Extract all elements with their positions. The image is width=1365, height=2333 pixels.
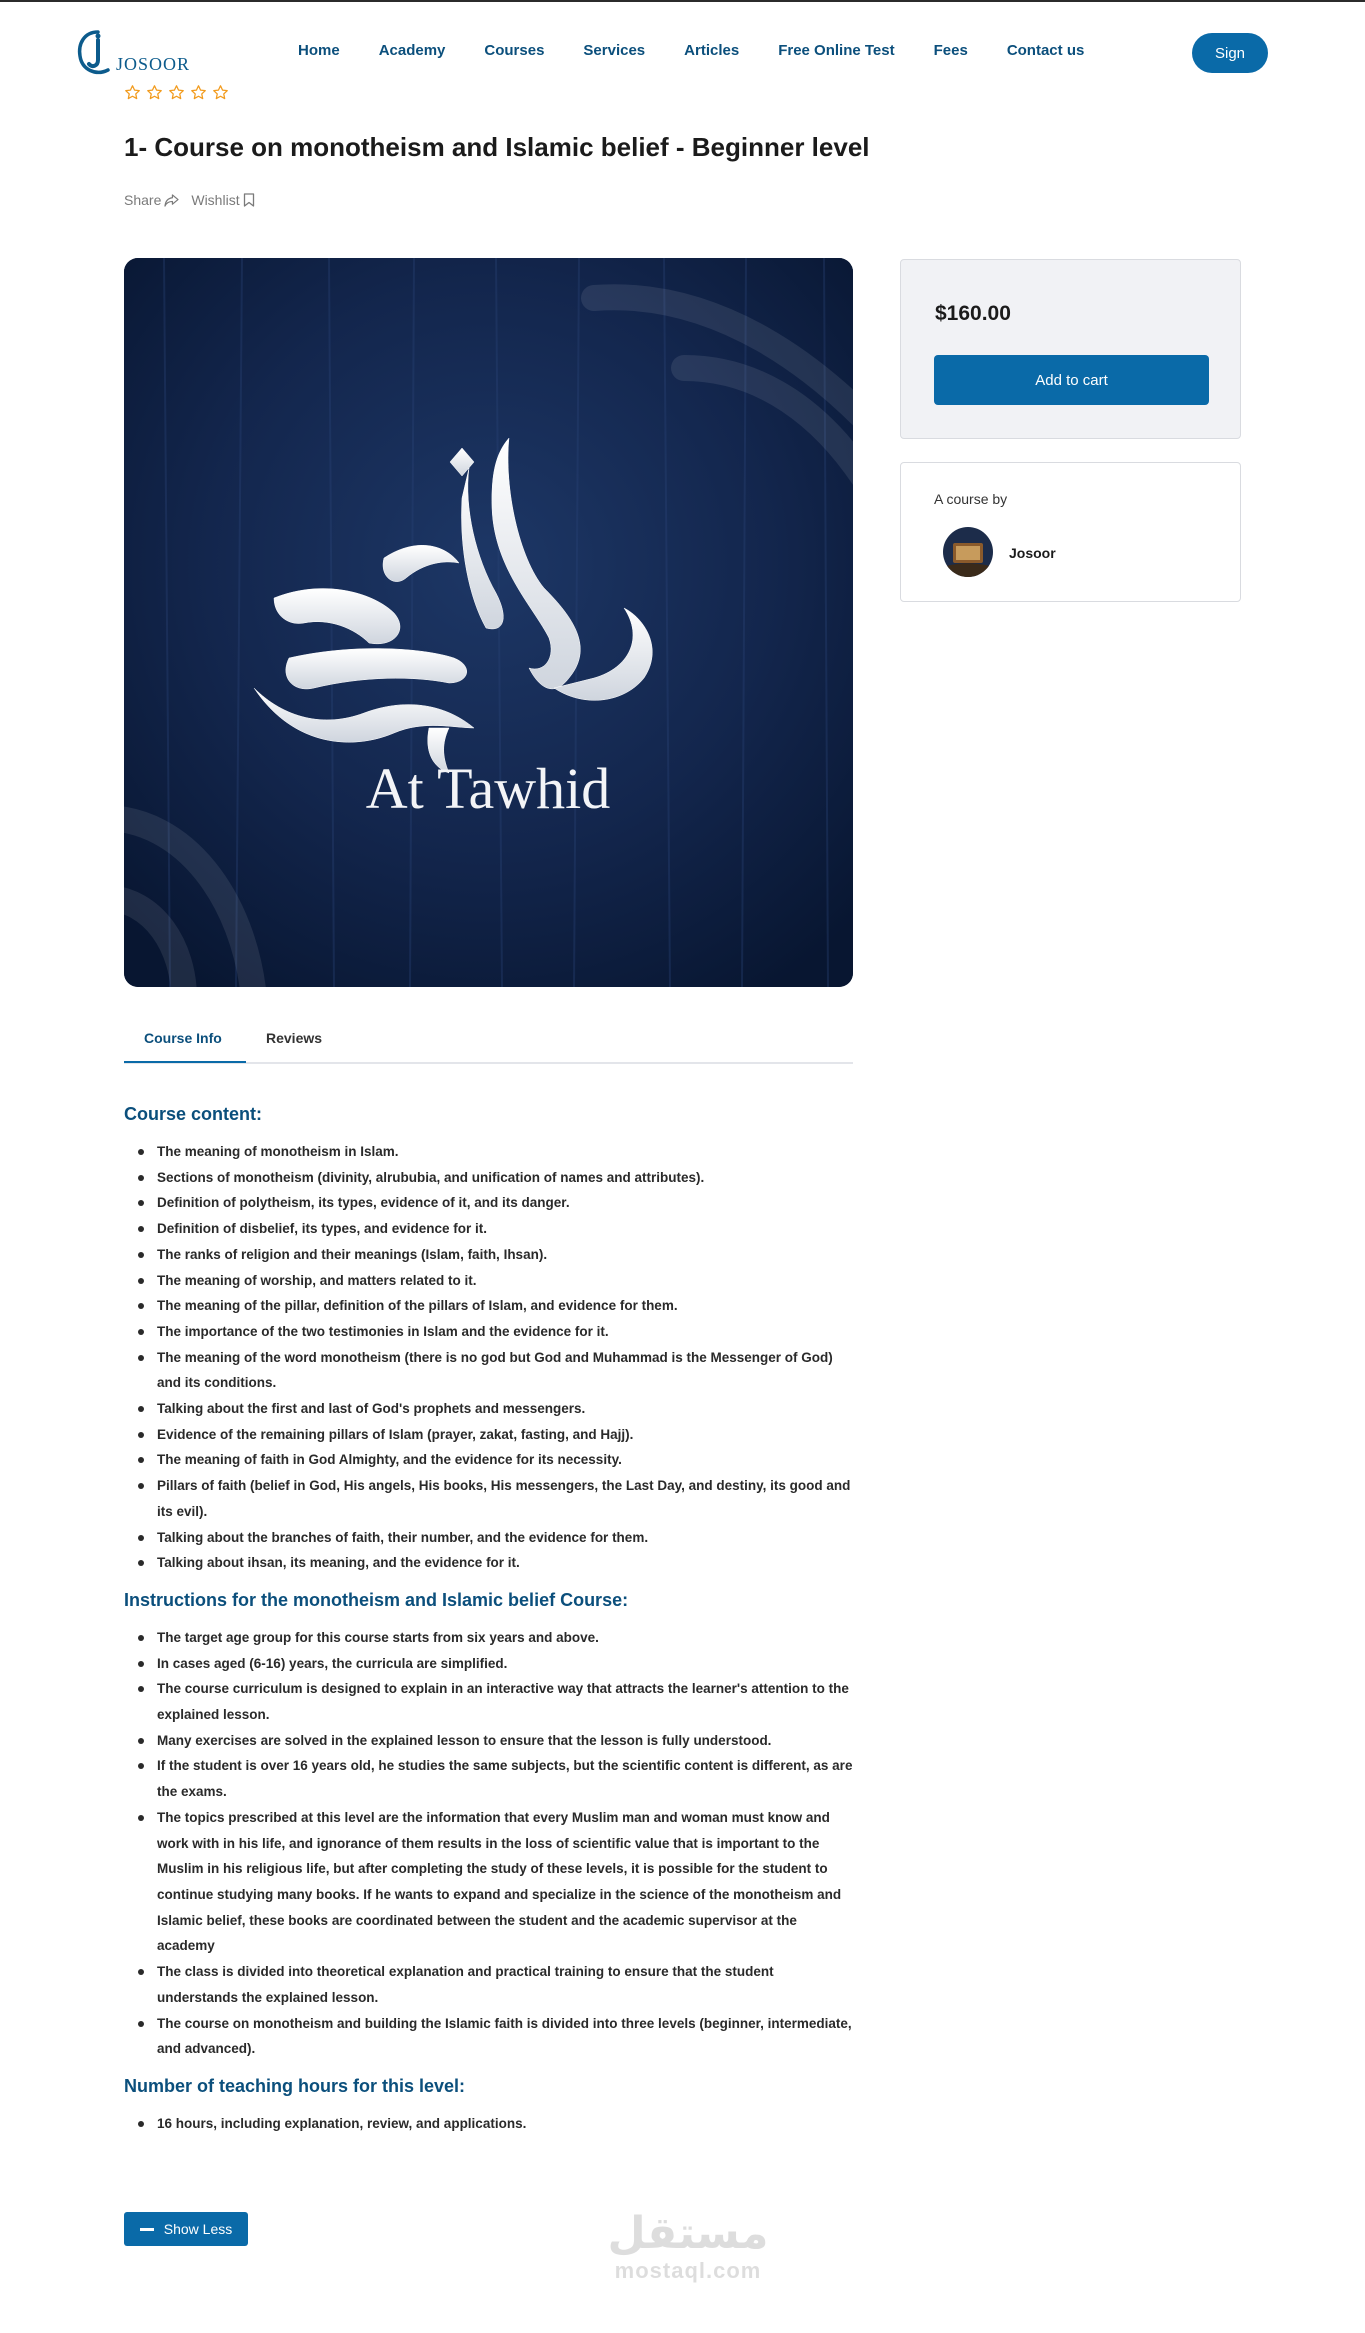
share-label: Share <box>124 192 162 208</box>
nav-fees[interactable]: Fees <box>933 42 968 59</box>
course-content-list <box>124 1139 854 1576</box>
share-button[interactable] <box>124 192 179 208</box>
list-item: The topics prescribed at this level are the information that every Muslim man and woman must know and work with in his life, and ignorance of them results in the loss of scientific value that is important to the Muslim in his religious life, but after completing the study of these levels, it is possible for the student to continue studying many books. If he wants to expand and specialize in the science of the monotheism and Islamic belief, these books are coordinated between the student and the academic supervisor at the academy <box>124 1805 854 1959</box>
nav-articles[interactable]: Articles <box>684 42 740 59</box>
list-item: The meaning of faith in God Almighty, and the evidence for its necessity. <box>124 1447 854 1473</box>
wishlist-button[interactable] <box>191 192 254 208</box>
avatar-image-icon <box>943 527 993 577</box>
list-item: In cases aged (6-16) years, the curricula are simplified. <box>124 1651 854 1677</box>
tab-course-info[interactable]: Course Info <box>144 1030 222 1046</box>
instructions-list <box>124 1625 854 2062</box>
list-item: The class is divided into theoretical explanation and practical training to ensure that the student understands the explained lesson. <box>124 1959 854 2010</box>
wishlist-label: Wishlist <box>191 192 240 208</box>
star-outline-icon <box>212 84 229 101</box>
author-card <box>900 462 1241 602</box>
teaching-hours-list <box>124 2111 854 2137</box>
bookmark-icon <box>243 193 255 207</box>
logo-mark-icon <box>76 26 120 78</box>
image-caption: At Tawhid <box>365 756 611 821</box>
list-item: Talking about the branches of faith, their number, and the evidence for them. <box>124 1525 854 1551</box>
nav-services[interactable]: Services <box>583 42 646 59</box>
list-item: Definition of polytheism, its types, evidence of it, and its danger. <box>124 1190 854 1216</box>
active-tab-indicator <box>124 1061 246 1063</box>
star-outline-icon <box>190 84 207 101</box>
author-avatar[interactable] <box>943 527 993 577</box>
star-outline-icon <box>168 84 185 101</box>
list-item: The meaning of the word monotheism (there is no god but God and Muhammad is the Messenger of God) and its conditions. <box>124 1345 854 1396</box>
list-item: Definition of disbelief, its types, and evidence for it. <box>124 1216 854 1242</box>
watermark-arabic: مستقل <box>607 2208 769 2259</box>
list-item: The meaning of monotheism in Islam. <box>124 1139 854 1165</box>
list-item: Talking about ihsan, its meaning, and the evidence for it. <box>124 1550 854 1576</box>
nav-academy[interactable]: Academy <box>378 42 446 59</box>
price-card <box>900 259 1241 439</box>
section-heading: Instructions for the monotheism and Islamic belief Course: <box>124 1589 629 1610</box>
minus-icon <box>140 2228 154 2231</box>
course-price: $160.00 <box>935 302 1011 325</box>
star-outline-icon <box>124 84 141 101</box>
main-nav <box>298 42 1123 59</box>
tawhid-artwork <box>124 258 853 987</box>
list-item: 16 hours, including explanation, review, and applications. <box>124 2111 854 2137</box>
list-item: Many exercises are solved in the explained lesson to ensure that the lesson is fully understood. <box>124 1728 854 1754</box>
show-less-label: Show Less <box>163 2221 233 2237</box>
list-item: The course curriculum is designed to explain in an interactive way that attracts the learner's attention to the explained lesson. <box>124 1676 854 1727</box>
mostaql-watermark <box>598 2210 778 2290</box>
list-item: Pillars of faith (belief in God, His angels, His books, His messengers, the Last Day, and destiny, its good and its evil). <box>124 1473 854 1524</box>
list-item: Sections of monotheism (divinity, alrububia, and unification of names and attributes). <box>124 1165 854 1191</box>
list-item: The importance of the two testimonies in Islam and the evidence for it. <box>124 1319 854 1345</box>
author-by-label: A course by <box>934 491 1008 507</box>
course-cover-image <box>124 258 853 987</box>
watermark-latin: mostaql.com <box>614 2258 762 2283</box>
rating-stars <box>124 84 229 101</box>
nav-free-online-test[interactable]: Free Online Test <box>778 42 895 59</box>
course-tabs <box>124 1020 853 1064</box>
list-item: The meaning of worship, and matters related to it. <box>124 1268 854 1294</box>
add-to-cart-button[interactable]: Add to cart <box>934 355 1209 405</box>
list-item: The target age group for this course starts from six years and above. <box>124 1625 854 1651</box>
logo-text: JOSOOR <box>116 54 191 74</box>
list-item: The ranks of religion and their meanings (Islam, faith, Ihsan). <box>124 1242 854 1268</box>
section-heading: Course content: <box>124 1104 263 1124</box>
list-item: The course on monotheism and building the Islamic faith is divided into three levels (beginner, intermediate, and advanced). <box>124 2011 854 2062</box>
show-less-button[interactable] <box>124 2212 248 2246</box>
sign-button[interactable]: Sign <box>1192 33 1268 73</box>
nav-home[interactable]: Home <box>298 42 340 59</box>
course-info-content <box>124 1104 854 2151</box>
course-actions <box>124 192 255 208</box>
nav-courses[interactable]: Courses <box>484 42 545 59</box>
star-outline-icon <box>146 84 163 101</box>
author-name[interactable]: Josoor <box>1009 545 1056 561</box>
list-item: The meaning of the pillar, definition of the pillars of Islam, and evidence for them. <box>124 1293 854 1319</box>
nav-contact-us[interactable]: Contact us <box>1006 42 1085 59</box>
list-item: Talking about the first and last of God's prophets and messengers. <box>124 1396 854 1422</box>
course-title: 1- Course on monotheism and Islamic belief - Beginner level <box>124 132 870 162</box>
josoor-logo[interactable] <box>76 26 196 82</box>
list-item: Evidence of the remaining pillars of Islam (prayer, zakat, fasting, and Hajj). <box>124 1422 854 1448</box>
section-heading: Number of teaching hours for this level: <box>124 2075 466 2096</box>
tab-reviews[interactable]: Reviews <box>266 1030 323 1046</box>
share-icon <box>164 194 179 207</box>
list-item: If the student is over 16 years old, he studies the same subjects, but the scientific content is different, as are the exams. <box>124 1753 854 1804</box>
